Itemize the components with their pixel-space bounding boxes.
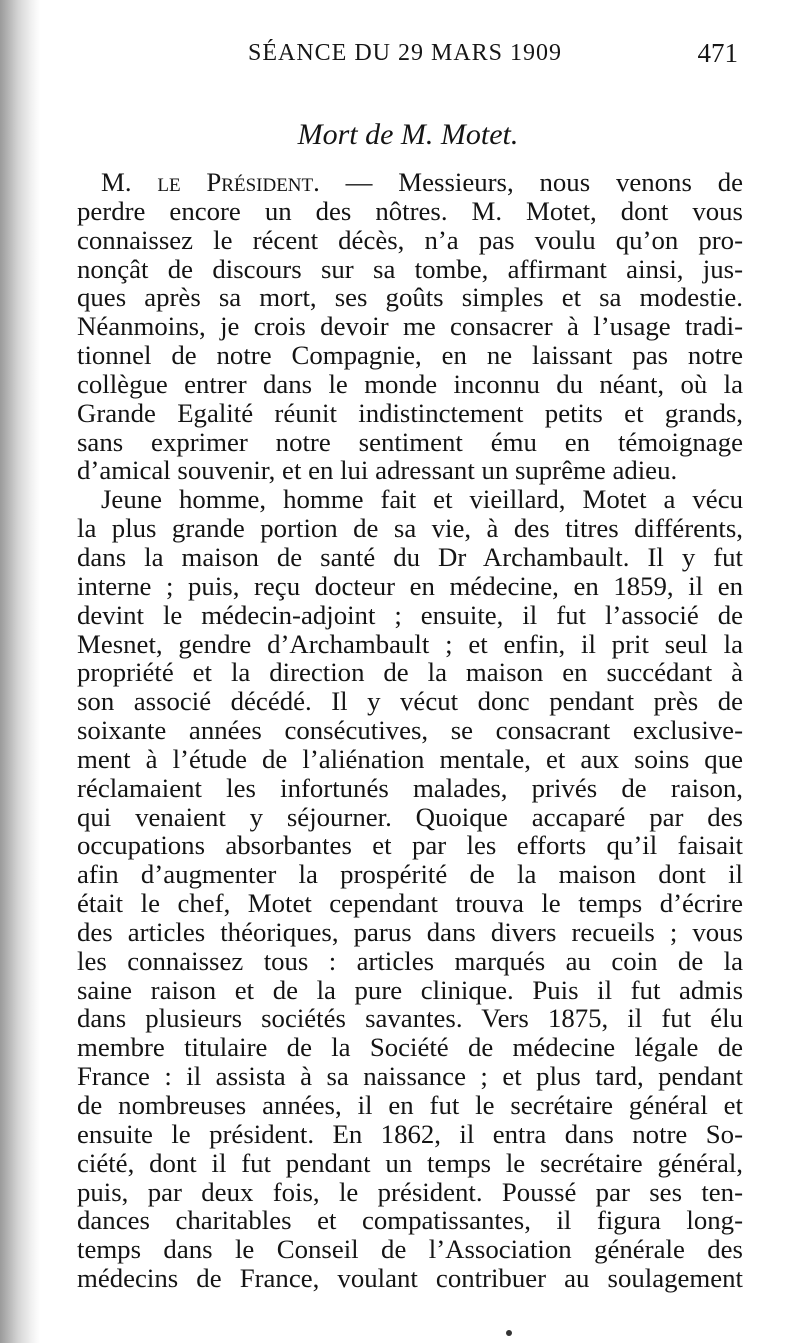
text-line: d’amical souvenir, et en lui adressant un suprême adieu.	[77, 455, 678, 486]
page-number: 471	[697, 38, 738, 68]
text-line	[77, 168, 743, 197]
text-line: dans la maison de santé du Dr Archambault. Il y fut	[77, 541, 743, 572]
text-line: tionnel de notre Compagnie, en ne laissant pas notre	[77, 340, 743, 371]
text-line: Néanmoins, je crois devoir me consacrer à l’usage tradi-	[77, 311, 743, 342]
text-line: propriété et la direction de la maison en succédant à	[77, 657, 743, 688]
text-line: Mesnet, gendre d’Archambault ; et enfin, il prit seul la	[77, 628, 743, 659]
running-title: SÉANCE DU 29 MARS 1909	[248, 40, 563, 66]
running-header	[0, 40, 800, 80]
text-line: saine raison et de la pure clinique. Puis il fut admis	[77, 974, 743, 1005]
text-line: afin d’augmenter la prospérité de la maison dont il	[77, 859, 743, 890]
text-line: qui venaient y séjourner. Quoique accaparé par des	[77, 801, 743, 832]
text-line: Grande Egalité réunit indistinctement petits et grands,	[77, 397, 743, 428]
text-line: les connaissez tous : articles marqués au coin de la	[77, 945, 743, 976]
text-line: perdre encore un des nôtres. M. Motet, dont vous	[77, 195, 743, 226]
text-line: sans exprimer notre sentiment ému en témoignage	[77, 426, 743, 457]
text-line: temps dans le Conseil de l’Association générale des	[77, 1234, 743, 1265]
stray-ink-mark	[506, 1330, 512, 1336]
text-line: connaissez le récent décès, n’a pas voulu qu’on pro-	[77, 224, 743, 255]
text-line: médecins de France, voulant contribuer au soulagement	[77, 1263, 743, 1294]
section-title: Mort de M. Motet.	[297, 118, 519, 151]
text-line: nonçât de discours sur sa tombe, affirmant ainsi, jus-	[77, 253, 743, 284]
text-line: de nombreuses années, il en fut le secrétaire général et	[77, 1090, 743, 1120]
text-line: ciété, dont il fut pendant un temps le secrétaire général,	[77, 1147, 743, 1178]
text-line: puis, par deux fois, le président. Poussé par ses ten-	[77, 1176, 743, 1207]
text-line: Jeune homme, homme fait et vieillard, Motet a vécu	[101, 484, 743, 515]
text-line: soixante années consécutives, se consacrant exclusive-	[77, 715, 743, 746]
text-line: interne ; puis, reçu docteur en médecine, en 1859, il en	[77, 570, 743, 601]
text-line: ensuite le président. En 1862, il entra dans notre So-	[77, 1118, 743, 1149]
text-line: des articles théoriques, parus dans divers recueils ; vous	[77, 916, 743, 947]
body-text	[77, 168, 743, 1293]
text-line: ment à l’étude de l’aliénation mentale, et aux soins que	[77, 743, 743, 774]
text-line: son associé décédé. Il y vécut donc pendant près de	[77, 686, 743, 717]
text-line: devint le médecin-adjoint ; ensuite, il fut l’associé de	[77, 599, 743, 630]
text-line: ques après sa mort, ses goûts simples et sa modestie.	[77, 282, 743, 313]
line-text: — Messieurs, nous venons de	[319, 167, 743, 197]
text-line: occupations absorbantes et par les efforts qu’il faisait	[77, 830, 743, 861]
binding-shadow	[0, 0, 40, 1343]
text-line: France : il assista à sa naissance ; et plus tard, pendant	[77, 1061, 743, 1092]
text-line: la plus grande portion de sa vie, à des titres différents,	[77, 513, 743, 544]
speaker-name: M. le Président.	[101, 167, 320, 197]
text-line: réclamaient les infortunés malades, privés de raison,	[77, 772, 743, 803]
text-line: dans plusieurs sociétés savantes. Vers 1875, il fut élu	[77, 1003, 743, 1034]
text-line: était le chef, Motet cependant trouva le temps d’écrire	[77, 888, 743, 919]
text-line: membre titulaire de la Société de médecine légale de	[77, 1032, 743, 1063]
text-line: collègue entrer dans le monde inconnu du néant, où la	[77, 368, 743, 399]
text-line: dances charitables et compatissantes, il figura long-	[77, 1205, 743, 1236]
